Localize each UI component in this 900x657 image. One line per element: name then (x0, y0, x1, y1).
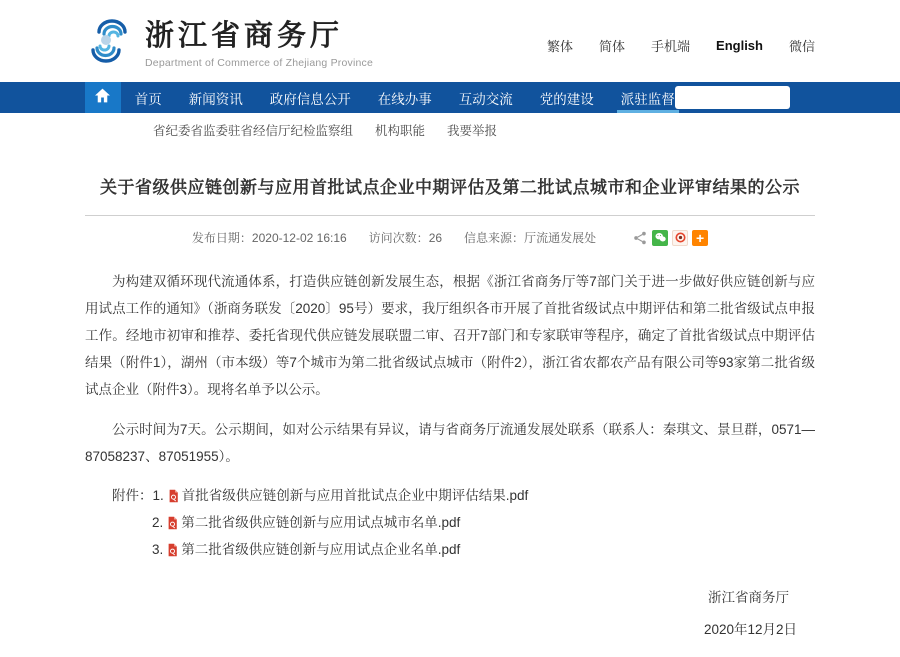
subnav-item-functions[interactable]: 机构职能 (375, 123, 426, 138)
quick-link-mobile[interactable]: 手机端 (651, 38, 691, 54)
attachments (85, 483, 815, 563)
article (85, 146, 815, 657)
sub-nav (85, 113, 815, 146)
search-box (675, 86, 790, 109)
attachment-link-1[interactable]: 首批省级供应链创新与应用首批试点企业中期评估结果.pdf (181, 488, 529, 503)
nav-item-dispatched-supervision[interactable]: 派驻监督 (621, 82, 675, 113)
signoff-org: 浙江省商务厅 (708, 590, 789, 605)
site-subtitle: Department of Commerce of Zhejiang Province (145, 57, 374, 69)
article-meta (85, 229, 815, 246)
home-icon (94, 88, 111, 108)
subnav-item-report[interactable]: 我要举报 (447, 123, 498, 138)
publish-date: 发布日期：2020-12-02 16:16 (191, 231, 347, 245)
main-nav (0, 82, 900, 113)
quick-link-wechat[interactable]: 微信 (788, 38, 815, 54)
search-input[interactable] (675, 86, 790, 109)
wechat-share-icon[interactable] (652, 230, 668, 246)
attachment-row (85, 483, 815, 509)
signoff (85, 585, 815, 657)
article-title: 关于省级供应链创新与应用首批试点企业中期评估及第二批试点城市和企业评审结果的公示 (100, 178, 800, 197)
nav-item-gov-info[interactable]: 政府信息公开 (269, 91, 351, 107)
paragraph-2: 公示时间为7天。公示期间，如对公示结果有异议，请与省商务厅流通发展处联系（联系人：秦琪文、景旦群，0571—87058237、87051955）。 (85, 422, 815, 464)
attachment-number: 2. (152, 515, 164, 530)
site-title: 浙江省商务厅 (145, 20, 344, 52)
pdf-icon (166, 516, 179, 530)
quick-links (547, 28, 815, 55)
nav-items (135, 82, 675, 113)
signoff-date: 2020年12月2日 (703, 622, 797, 637)
nav-item-home[interactable]: 首页 (134, 91, 162, 107)
subnav-item-discipline-inspection[interactable]: 省纪委省监委驻省经信厅纪检监察组 (153, 123, 354, 138)
pdf-icon (166, 543, 179, 557)
nav-item-news[interactable]: 新闻资讯 (188, 91, 243, 107)
nav-item-interaction[interactable]: 互动交流 (458, 91, 513, 107)
attachments-label: 附件： (112, 488, 153, 503)
site-brand[interactable] (85, 13, 373, 69)
attachment-row (85, 510, 815, 536)
attachment-link-2[interactable]: 第二批省级供应链创新与应用试点城市名单.pdf (181, 515, 461, 530)
attachment-row (85, 537, 815, 563)
share-bar (632, 230, 708, 246)
title-divider (85, 215, 815, 216)
weibo-share-icon[interactable] (672, 230, 688, 246)
attachment-number: 3. (152, 542, 164, 557)
pdf-icon (167, 489, 180, 503)
nav-item-party-building[interactable]: 党的建设 (539, 91, 594, 107)
site-logo-icon (85, 17, 133, 65)
info-source: 信息来源：厅流通发展处 (464, 231, 597, 245)
home-button[interactable] (85, 82, 121, 113)
more-plus-icon[interactable]: + (692, 230, 708, 246)
attachment-number: 1. (152, 488, 164, 503)
quick-link-english[interactable]: English (716, 37, 763, 53)
nav-item-online-service[interactable]: 在线办事 (377, 91, 432, 107)
attachment-link-3[interactable]: 第二批省级供应链创新与应用试点企业名单.pdf (181, 542, 461, 557)
quick-link-traditional[interactable]: 繁体 (546, 38, 573, 54)
article-body (85, 268, 815, 470)
paragraph-1: 为构建双循环现代流通体系，打造供应链创新发展生态，根据《浙江省商务厅等7部门关于进一步做好供应链创新与应用试点工作的通知》（浙商务联发〔2020〕95号）要求，我厅组织各市开展了首批省级试点中期评估和第二批省级试点申报工作。经地市初审和推荐、委托省现代供应链发展联盟二审、召开7部门和专家联审等程序，确定了首批省级试点中期评估结果（附件1），湖州（市本级）等7个城市为第二批省级试点城市（附件2），浙江省农都农产品有限公司等93家第二批省级试点企业（附件3）。现将名单予以公示。 (85, 274, 815, 397)
quick-link-simplified[interactable]: 简体 (599, 38, 626, 54)
share-icon[interactable] (632, 230, 648, 246)
visit-count: 访问次数：26 (368, 231, 443, 245)
site-header (0, 0, 900, 82)
